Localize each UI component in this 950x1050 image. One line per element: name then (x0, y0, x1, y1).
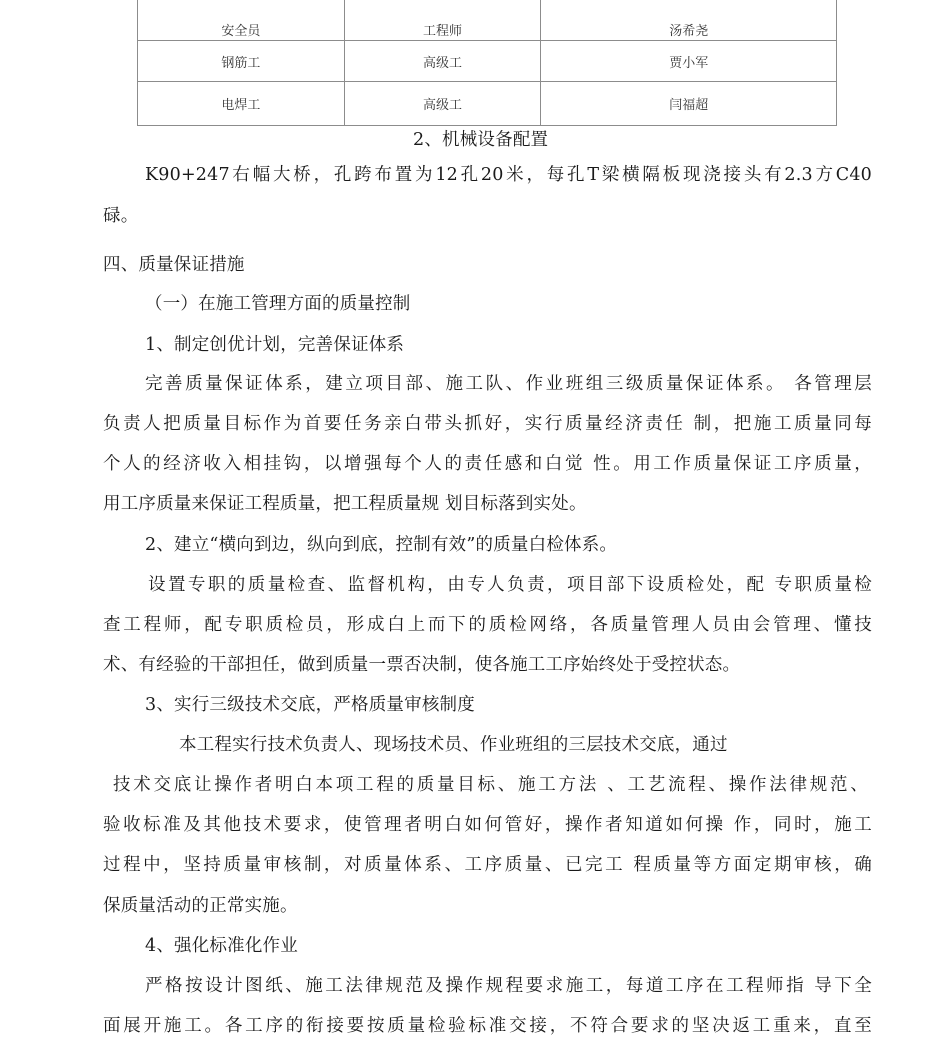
paragraph-line: 验收标准及其他技术要求，使管理者明白如何管好，操作者知道如何操 作，同时，施工 (103, 815, 872, 835)
item-heading-3: 3、实行三级技术交底，严格质量审核制度 (145, 695, 475, 715)
item-heading-2: 2、建立“横向到边，纵向到底，控制有效”的质量白检体系。 (145, 535, 618, 555)
table-cell-grade: 高级工 (344, 41, 541, 82)
paragraph-line: 碌。 (103, 206, 139, 226)
paragraph-line: 查工程师，配专职质检员，形成白上而下的质检网络，各质量管理人员由会管理、懂技 (103, 615, 872, 635)
paragraph-line: 个人的经济收入相挂钩，以增强每个人的责任感和白觉 性。用工作质量保证工序质量， (103, 454, 872, 474)
table-cell-grade: 高级工 (344, 82, 541, 126)
paragraph-line: 设置专职的质量检查、监督机构，由专人负责，项目部下设质检处，配 专职质量检 (148, 575, 872, 595)
table-cell-grade: 工程师 (344, 0, 541, 41)
paragraph-line: 严格按设计图纸、施工法律规范及操作规程要求施工，每道工序在工程师指 导下全 (145, 976, 872, 996)
paragraph-line: 面展开施工。各工序的衔接要按质量检验标准交接，不符合要求的坚决返工重来，直至 (103, 1016, 872, 1036)
table-cell-role: 钢筋工 (138, 41, 345, 82)
paragraph-line: 术、有经验的干部担任，做到质量一票否决制，使各施工工序始终处于受控状态。 (103, 655, 741, 675)
table-cell-name: 汤希尧 (541, 0, 837, 41)
item-heading-4: 4、强化标准化作业 (145, 936, 298, 956)
table-cell-role: 电焊工 (138, 82, 345, 126)
staff-table (137, 0, 837, 126)
paragraph-line: 完善质量保证体系，建立项目部、施工队、作业班组三级质量保证体系。 各管理层 (145, 374, 872, 394)
table-row (138, 82, 837, 126)
table-cell-role: 安全员 (138, 0, 345, 41)
subsection-heading: （一）在施工管理方面的质量控制 (145, 294, 411, 314)
paragraph-line: K90+247右幅大桥，孔跨布置为12孔20米，每孔T梁横隔板现浇接头有2.3方C40 (145, 165, 872, 185)
item-heading-1: 1、制定创优计划，完善保证体系 (145, 335, 405, 355)
paragraph-line: 保质量活动的正常实施。 (103, 896, 298, 916)
paragraph-line: 技术交底让操作者明白本项工程的质量目标、施工方法 、工艺流程、操作法律规范、 (113, 775, 868, 795)
table-row (138, 0, 837, 41)
table-cell-name: 闫福超 (541, 82, 837, 126)
paragraph-line: 负责人把质量目标作为首要任务亲白带头抓好，实行质量经济责任 制，把施工质量同每 (103, 414, 872, 434)
section-heading-equipment: 2、机械设备配置 (413, 130, 549, 150)
table-cell-name: 贾小军 (541, 41, 837, 82)
paragraph-line: 本工程实行技术负责人、现场技术员、作业班组的三层技术交底，通过 (179, 735, 728, 755)
paragraph-line: 用工序质量来保证工程质量，把工程质量规 划目标落到实处。 (103, 494, 587, 514)
table-row (138, 41, 837, 82)
section-heading-quality: 四、质量保证措施 (103, 255, 245, 275)
paragraph-line: 过程中，坚持质量审核制，对质量体系、工序质量、已完工 程质量等方面定期审核，确 (103, 855, 872, 875)
